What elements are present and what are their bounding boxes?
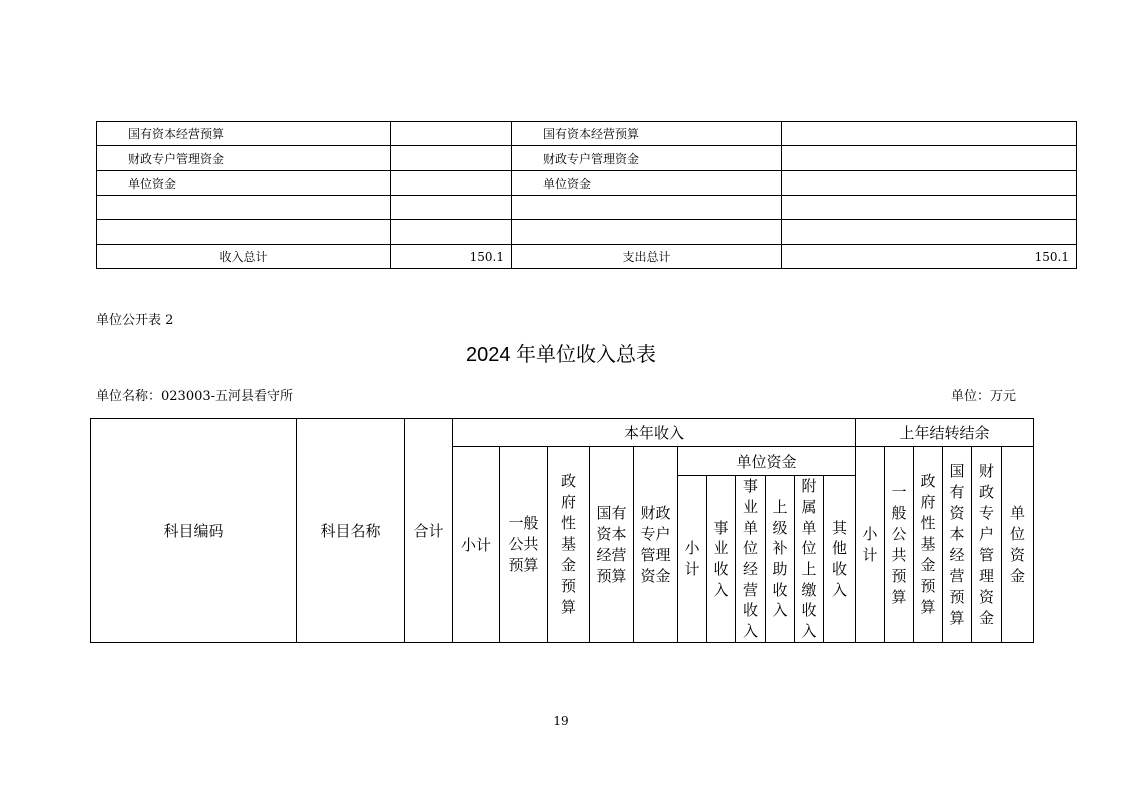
empty-cell bbox=[782, 220, 1076, 244]
expense-item-cell: 单位资金 bbox=[512, 171, 781, 195]
income-amount-cell bbox=[391, 146, 511, 170]
empty-cell bbox=[512, 196, 781, 219]
prior-general-public-budget-label: 一般公共预算 bbox=[891, 482, 907, 606]
currency-unit-value: 万元 bbox=[989, 389, 1016, 404]
empty-cell bbox=[512, 220, 781, 244]
unit-funds-subtotal-header bbox=[678, 476, 706, 642]
current-subtotal-header: 小计 bbox=[453, 447, 499, 642]
page-title: 2024 年单位收入总表 bbox=[465, 344, 657, 366]
expense-total-amount: 150.1 bbox=[782, 245, 1076, 268]
unit-name-label: 单位名称： bbox=[96, 389, 162, 404]
current-year-income-header: 本年收入 bbox=[453, 419, 855, 446]
empty-cell bbox=[391, 220, 511, 244]
subsidy-income-label: 上级补助收入 bbox=[772, 497, 788, 620]
unit-income-table bbox=[90, 418, 1034, 643]
prior-subtotal-header bbox=[856, 447, 884, 642]
unit-name bbox=[96, 389, 293, 405]
subsidy-income-header bbox=[766, 476, 794, 642]
business-income-label: 事业收入 bbox=[713, 518, 729, 599]
empty-cell bbox=[97, 220, 390, 244]
income-expense-summary-table bbox=[96, 121, 1077, 269]
business-income-header bbox=[707, 476, 735, 642]
prior-government-fund-budget-label: 政府性基金预算 bbox=[920, 472, 936, 616]
income-total-amount: 150.1 bbox=[391, 245, 511, 268]
income-amount-cell bbox=[391, 122, 511, 145]
currency-unit bbox=[951, 389, 1016, 405]
current-general-public-budget-label: 一般公共预算 bbox=[508, 514, 539, 574]
affiliated-income-header bbox=[795, 476, 823, 642]
income-item-cell: 国有资本经营预算 bbox=[97, 122, 390, 145]
other-income-header bbox=[824, 476, 855, 642]
current-state-capital-budget-header bbox=[590, 447, 633, 642]
unit-funds-subtotal-label: 小计 bbox=[684, 539, 700, 578]
total-header: 合计 bbox=[405, 419, 452, 642]
operating-income-label: 事业单位经营收入 bbox=[742, 477, 758, 641]
subject-name-header: 科目名称 bbox=[297, 419, 404, 642]
current-state-capital-budget-label: 国有资本经营预算 bbox=[596, 503, 627, 585]
other-income-label: 其他收入 bbox=[831, 518, 847, 599]
empty-cell bbox=[782, 196, 1076, 219]
income-item-cell: 单位资金 bbox=[97, 171, 390, 195]
expense-amount-cell bbox=[782, 146, 1076, 170]
income-amount-cell bbox=[391, 171, 511, 195]
prior-unit-funds-label: 单位资金 bbox=[1009, 503, 1025, 585]
expense-item-cell: 国有资本经营预算 bbox=[512, 122, 781, 145]
prior-general-public-budget-header bbox=[885, 447, 913, 642]
prior-state-capital-budget-label: 国有资本经营预算 bbox=[949, 461, 965, 627]
current-fiscal-special-account-header bbox=[634, 447, 677, 642]
affiliated-income-label: 附属单位上缴收入 bbox=[801, 477, 817, 641]
current-general-public-budget-header bbox=[500, 447, 547, 642]
expense-amount-cell bbox=[782, 122, 1076, 145]
prior-year-balance-header: 上年结转结余 bbox=[856, 419, 1033, 446]
expense-item-cell: 财政专户管理资金 bbox=[512, 146, 781, 170]
prior-government-fund-budget-header bbox=[914, 447, 942, 642]
expense-amount-cell bbox=[782, 171, 1076, 195]
income-item-cell: 财政专户管理资金 bbox=[97, 146, 390, 170]
prior-fiscal-special-account-label: 财政专户管理资金 bbox=[978, 461, 994, 627]
subject-code-header: 科目编码 bbox=[91, 419, 296, 642]
page-number: 19 bbox=[553, 714, 569, 728]
operating-income-header bbox=[736, 476, 765, 642]
currency-unit-label: 单位： bbox=[950, 389, 990, 404]
current-fiscal-special-account-label: 财政专户管理资金 bbox=[640, 503, 671, 585]
prior-state-capital-budget-header bbox=[943, 447, 971, 642]
current-unit-funds-header: 单位资金 bbox=[678, 447, 855, 475]
prior-fiscal-special-account-header bbox=[972, 447, 1001, 642]
unit-name-value: 023003-五河县看守所 bbox=[161, 389, 294, 404]
prior-subtotal-label: 小计 bbox=[862, 524, 878, 564]
current-government-fund-budget-header bbox=[548, 447, 589, 642]
empty-cell bbox=[391, 196, 511, 219]
prior-unit-funds-header bbox=[1002, 447, 1033, 642]
current-government-fund-budget-label: 政府性基金预算 bbox=[560, 472, 576, 616]
empty-cell bbox=[97, 196, 390, 219]
income-total-label: 收入总计 bbox=[97, 245, 390, 268]
expense-total-label: 支出总计 bbox=[512, 245, 781, 268]
table-caption: 单位公开表 2 bbox=[96, 313, 174, 328]
